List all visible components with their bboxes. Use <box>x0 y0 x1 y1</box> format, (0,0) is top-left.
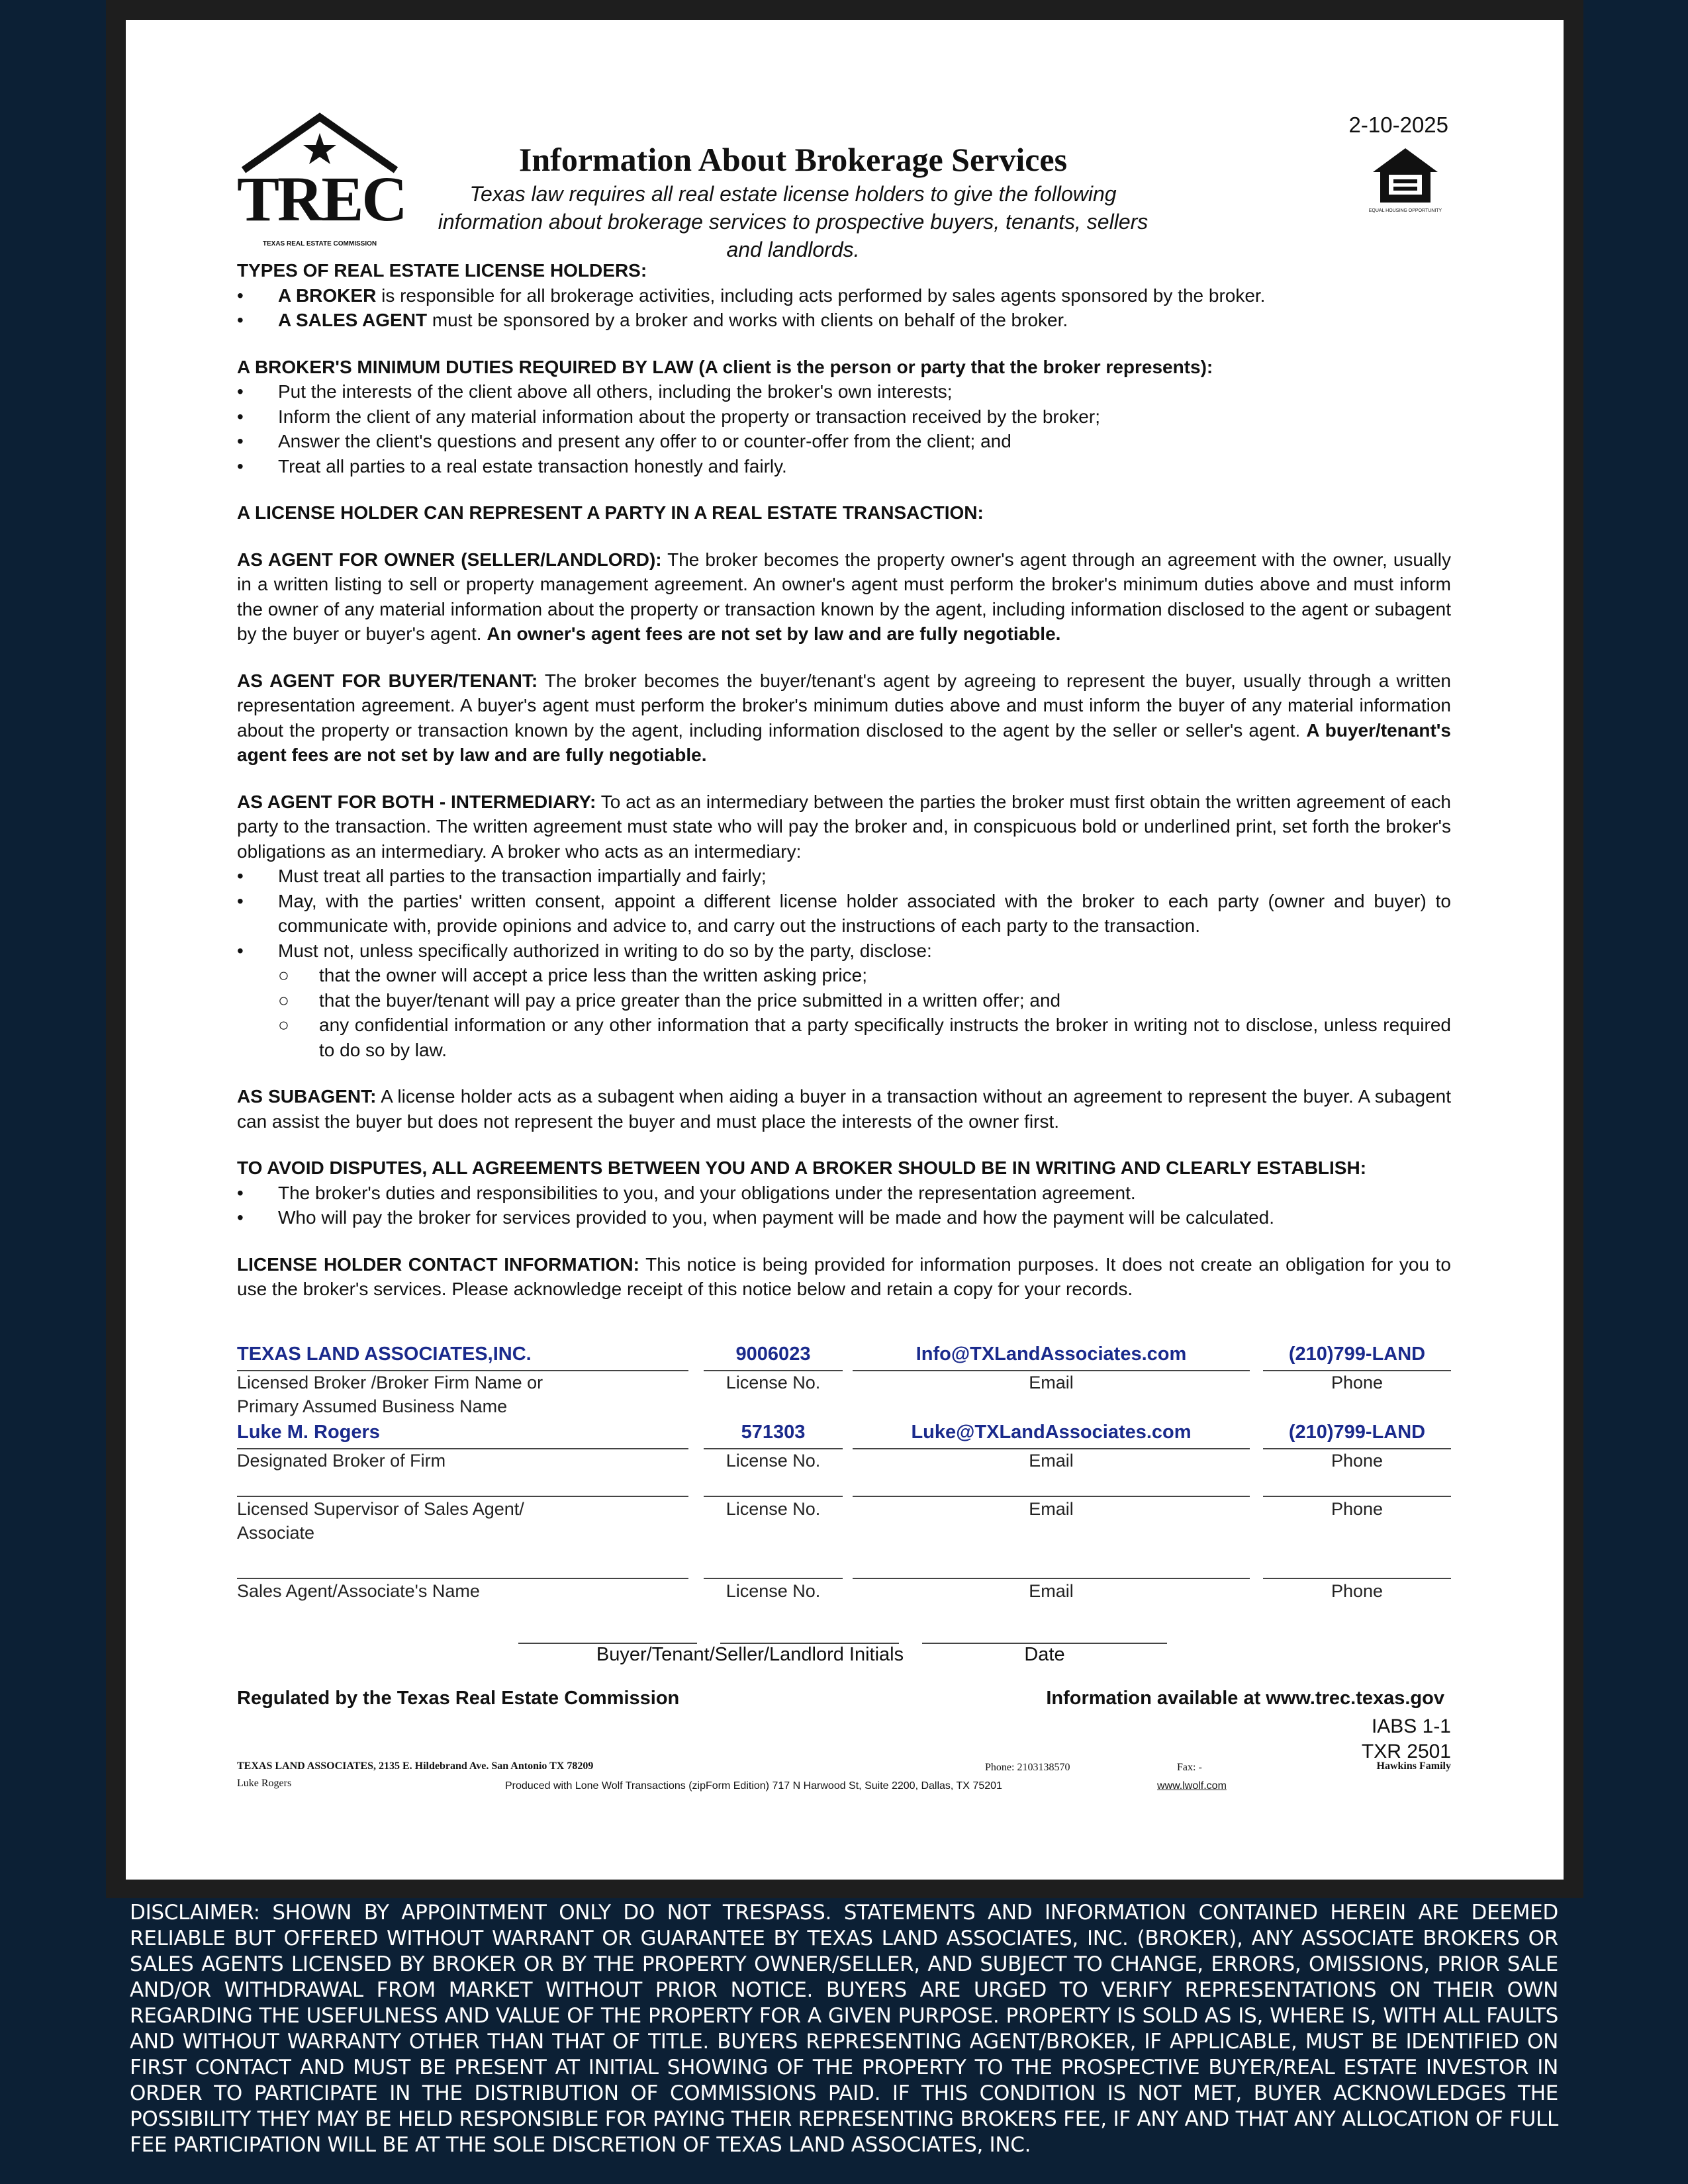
duties-heading: A BROKER'S MINIMUM DUTIES REQUIRED BY LAW (A client is the person or party that the broker represents): <box>237 356 1213 377</box>
sub-list-item: ○ that the owner will accept a price less than the written asking price; <box>278 965 867 985</box>
broker-term: A BROKER <box>278 285 377 306</box>
agent-name: Luke Rogers <box>237 1778 292 1789</box>
list-item: • Who will pay the broker for services provided to you, when payment will be made and how the payment will be calculated. <box>237 1207 1274 1228</box>
designated-broker-license: 571303 <box>741 1422 806 1443</box>
lwolf-link[interactable]: www.lwolf.com <box>1157 1780 1227 1792</box>
sub-list-item: ○ that the buyer/tenant will pay a price greater than the price submitted in a written offer; and <box>278 989 1061 1011</box>
sales-agent-label: Sales Agent/Associate's Name <box>237 1581 480 1601</box>
list-item: • Must treat all parties to the transaction impartially and fairly; <box>237 866 767 886</box>
types-heading: TYPES OF REAL ESTATE LICENSE HOLDERS: <box>237 260 647 281</box>
transaction-name: Hawkins Family <box>1376 1760 1451 1772</box>
list-item: • May, with the parties' written consent, appoint a different license holder associated with the broker to each party (owner and buyer) to communicate with, provide opinions and advice to, and carry out the instructions of each party to the transaction. <box>237 890 1451 936</box>
list-item: • A SALES AGENT must be sponsored by a broker and works with clients on behalf of the broker. <box>237 310 1068 330</box>
logo-text: TREC <box>237 163 406 234</box>
contact-info-paragraph: LICENSE HOLDER CONTACT INFORMATION: This notice is being provided for information purposes. It does not create an obligation for you to use the broker's services. Please acknowledge receipt of this notice below and retain a copy for your records. <box>237 1253 1451 1299</box>
document-title: Information About Brokerage Services <box>518 141 1068 178</box>
license-label: License No. <box>726 1373 821 1392</box>
list-item: • Treat all parties to a real estate transaction honestly and fairly. <box>237 455 787 477</box>
license-label: License No. <box>726 1499 821 1519</box>
producer-phone: Phone: 2103138570 <box>985 1762 1070 1773</box>
disputes-heading: TO AVOID DISPUTES, ALL AGREEMENTS BETWEEN YOU AND A BROKER SHOULD BE IN WRITING AND CLEARLY ESTABLISH: <box>237 1158 1367 1178</box>
intermediary-paragraph: AS AGENT FOR BOTH - INTERMEDIARY: To act as an intermediary between the parties the broker must first obtain the written agreement of each party to the transaction. The written agreement must state who will pay the broker and, in conspicuous bold or underlined print, set forth the broker's obligations as an intermediary. A broker who acts as an intermediary: <box>237 791 1451 862</box>
list-item: • Answer the client's questions and present any offer to or counter-offer from the client; and <box>237 431 1011 451</box>
subagent-paragraph: AS SUBAGENT: A license holder acts as a subagent when aiding a buyer in a transaction without an agreement to represent the buyer. A subagent can assist the buyer but does not represent the buyer and must place the interests of the owner first. <box>237 1086 1451 1132</box>
broker-email: Info@TXLandAssociates.com <box>915 1343 1187 1365</box>
sales-agent-term: A SALES AGENT <box>278 310 428 330</box>
phone-label: Phone <box>1331 1373 1383 1392</box>
produced-with: Produced with Lone Wolf Transactions (zipForm Edition) 717 N Harwood St, Suite 2200, Dallas, TX 75201 <box>505 1780 1002 1792</box>
phone-label: Phone <box>1331 1581 1383 1601</box>
owner-agent-paragraph: AS AGENT FOR OWNER (SELLER/LANDLORD): The broker becomes the property owner's agent through an agreement with the owner, usually in a written listing to sell or property management agreement. An owner's agent must perform the broker's minimum duties above and must inform the owner of any material information about the property or transaction known by the agent, including information disclosed to the agent or subagent by the buyer or buyer's agent. An owner's agent fees are not set by law and are fully negotiable. <box>237 549 1451 644</box>
sales-agent-definition: must be sponsored by a broker and works with clients on behalf of the broker. <box>427 310 1068 330</box>
list-item: • The broker's duties and responsibilities to you, and your obligations under the representation agreement. <box>237 1182 1136 1203</box>
date-label: Date <box>1024 1644 1065 1665</box>
producer-fax: Fax: - <box>1177 1762 1202 1773</box>
disclaimer-text: DISCLAIMER: SHOWN BY APPOINTMENT ONLY DO NOT TRESPASS. STATEMENTS AND INFORMATION CONTAINED HEREIN ARE DEEMED RELIABLE BUT OFFERED WITHOUT WARRANT OR GUARANTEE BY TEXAS LAND ASSOCIATES, INC. (BROKER), ANY ASSOCIATE BROKERS OR SALES AGENTS LICENSED BY BROKER OR BY THE PROPERTY OWNER/SELLER, AND SUBJECT TO CHANGE, ERRORS, OMISSIONS, PRIOR SALE AND/OR WITHDRAWAL FROM MARKET WITHOUT PRIOR NOTICE. BUYERS ARE URGED TO VERIFY REPRESENTATIONS ON THEIR OWN REGARDING THE USEFULNESS AND VALUE OF THE PROPERTY FOR A GIVEN PURPOSE. PROPERTY IS SOLD AS IS, WHERE IS, WITH ALL FAULTS AND WITHOUT WARRANTY OTHER THAN THAT OF TITLE. BUYERS REPRESENTING AGENT/BROKER, IF APPLICABLE, MUST BE IDENTIFIED ON FIRST CONTACT AND MUST BE PRESENT AT INITIAL SHOWING OF THE PROPERTY TO THE PROSPECTIVE BUYER/REAL ESTATE INVESTOR IN ORDER TO PARTICIPATE IN THE DISTRIBUTION OF COMMISSIONS PAID. IF THIS CONDITION IS NOT MET, BUYER ACKNOWLEDGES THE POSSIBILITY THEY MAY BE HELD RESPONSIBLE FOR PAYING THEIR REPRESENTING BROKERS FEE, IF ANY AND THAT ANY ALLOCATION OF FULL FEE PARTICIPATION WILL BE AT THE SOLE DISCRETION OF TEXAS LAND ASSOCIATES, INC. <box>130 1901 1558 2157</box>
list-item: • A BROKER is responsible for all brokerage activities, including acts performed by sales agents sponsored by the broker. <box>237 285 1266 306</box>
license-label: License No. <box>726 1451 821 1471</box>
broker-phone: (210)799-LAND <box>1288 1343 1426 1365</box>
designated-broker-phone: (210)799-LAND <box>1288 1422 1426 1443</box>
trec-website-info: Information available at www.trec.texas.gov <box>1046 1688 1444 1709</box>
list-item: • Put the interests of the client above all others, including the broker's own interests; <box>237 381 953 402</box>
trec-logo <box>237 109 406 251</box>
list-item: • Must not, unless specifically authorized in writing to do so by the party, disclose: <box>237 940 932 961</box>
supervisor-label: Licensed Supervisor of Sales Agent/ Associate <box>237 1499 524 1543</box>
regulated-by: Regulated by the Texas Real Estate Commission <box>237 1688 680 1709</box>
form-date: 2-10-2025 <box>1348 113 1448 137</box>
email-label: Email <box>1029 1499 1074 1519</box>
contact-table <box>237 1343 1451 1621</box>
form-id: IABS 1-1 TXR 2501 <box>1361 1715 1451 1762</box>
buyer-agent-paragraph: AS AGENT FOR BUYER/TENANT: The broker becomes the buyer/tenant's agent by agreeing to represent the buyer, usually through a written representation agreement. A buyer's agent must perform the broker's minimum duties above and must inform the buyer of any material information about the property or transaction known by the agent, including information disclosed to the agent by the seller or seller's agent. A buyer/tenant's agent fees are not set by law and are fully negotiable. <box>237 670 1452 765</box>
broker-name-label: Licensed Broker /Broker Firm Name or Primary Assumed Business Name <box>237 1373 543 1416</box>
equal-housing-icon <box>1369 146 1442 205</box>
represent-heading: A LICENSE HOLDER CAN REPRESENT A PARTY IN A REAL ESTATE TRANSACTION: <box>237 502 984 523</box>
sub-list-item: ○ any confidential information or any other information that a party specifically instructs the broker in writing not to disclose, unless required to do so by law. <box>278 1015 1451 1060</box>
list-item: • Inform the client of any material information about the property or transaction received by the broker; <box>237 406 1100 427</box>
designated-broker-name: Luke M. Rogers <box>237 1422 380 1443</box>
designated-broker-email: Luke@TXLandAssociates.com <box>911 1422 1192 1443</box>
license-label: License No. <box>726 1581 821 1601</box>
phone-label: Phone <box>1331 1499 1383 1519</box>
initials-label: Buyer/Tenant/Seller/Landlord Initials <box>596 1644 904 1665</box>
equal-housing-text: EQUAL HOUSING OPPORTUNITY <box>1368 208 1442 213</box>
email-label: Email <box>1029 1373 1074 1392</box>
broker-license: 9006023 <box>735 1343 811 1365</box>
phone-label: Phone <box>1331 1451 1383 1471</box>
designated-broker-label: Designated Broker of Firm <box>237 1451 446 1471</box>
email-label: Email <box>1029 1451 1074 1471</box>
broker-firm-name: TEXAS LAND ASSOCIATES,INC. <box>237 1343 532 1365</box>
document-subtitle: Texas law requires all real estate license holders to give the following information about brokerage services to prospective buyers, tenants, sellers and landlords. <box>438 182 1149 261</box>
email-label: Email <box>1029 1581 1074 1601</box>
equal-housing-logo <box>1366 146 1445 228</box>
broker-definition: is responsible for all brokerage activities, including acts performed by sales agents sponsored by the broker. <box>376 285 1266 306</box>
document-body <box>237 258 1451 1302</box>
producer-line: TEXAS LAND ASSOCIATES, 2135 E. Hildebrand Ave. San Antonio TX 78209 <box>237 1760 594 1772</box>
logo-subtext: TEXAS REAL ESTATE COMMISSION <box>262 240 377 248</box>
